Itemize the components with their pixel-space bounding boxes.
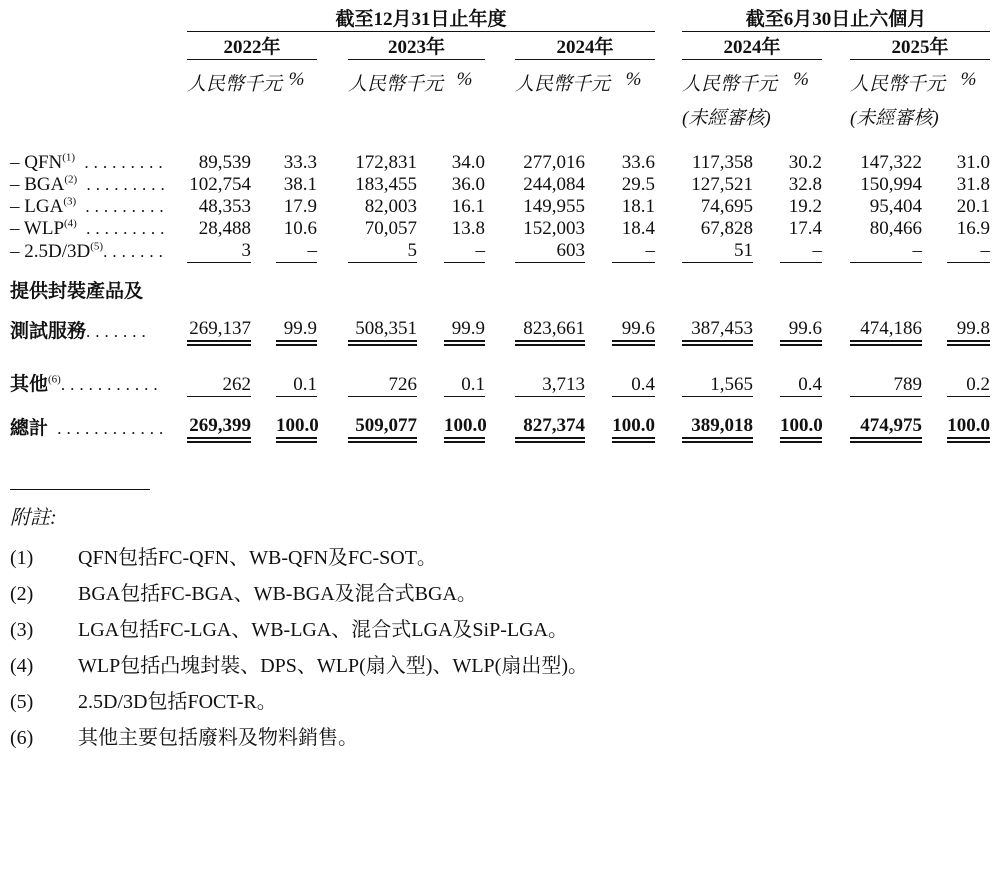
value-cell: 36.0 [451, 174, 485, 195]
table-row [10, 263, 990, 304]
value-cell: 48,353 [198, 196, 251, 217]
footnote-marker: (2) [64, 173, 78, 186]
value-cell: 29.5 [621, 174, 655, 195]
gap-cell [922, 174, 947, 196]
footnotes-section [10, 489, 1000, 750]
gap-cell [485, 218, 515, 240]
gap-cell [485, 303, 515, 343]
value-cell: 0.4 [612, 343, 655, 396]
unit-header [515, 60, 611, 131]
value-cell: 172,831 [355, 152, 417, 173]
footnote-text: 其他主要包括廢料及物料銷售。 [78, 727, 358, 749]
leader-dots: ....... [103, 241, 168, 261]
row-label-text: – BGA [10, 174, 65, 195]
value-cell: 150,994 [860, 174, 922, 195]
value-cell: 32.8 [788, 174, 822, 195]
revenue-breakdown-table [10, 4, 990, 443]
table-row [10, 343, 990, 396]
gap-cell [753, 174, 780, 196]
value-cell: 152,003 [523, 218, 585, 239]
row-label-text: – 2.5D/3D [10, 240, 91, 262]
value-cell: 18.1 [621, 196, 655, 217]
corner-cell [10, 4, 187, 32]
row-label-text: – LGA [10, 196, 64, 217]
leader-dots: ......... [75, 153, 168, 172]
gap-cell [251, 174, 276, 196]
value-cell: 474,975 [850, 396, 922, 440]
year-header: 2024年 [515, 32, 655, 60]
value-cell: 244,084 [523, 174, 585, 195]
leader-dots: ......... [76, 219, 170, 238]
row-label-text: 總計 [10, 418, 49, 439]
year-header-row [10, 32, 990, 60]
value-cell: 34.0 [451, 152, 485, 173]
value-cell: 147,322 [860, 152, 922, 173]
gap-cell [485, 343, 515, 396]
gap-cell [585, 174, 612, 196]
footnote-item [10, 619, 1000, 642]
gap-cell [753, 218, 780, 240]
gap-cell [655, 303, 682, 343]
value-cell: 13.8 [451, 218, 485, 239]
row-label [10, 240, 187, 263]
row-label [10, 174, 187, 196]
value-cell: 99.8 [947, 303, 990, 343]
value-cell: 30.2 [788, 152, 822, 173]
footnote-number: (2) [10, 583, 34, 605]
gap-cell [655, 32, 682, 60]
value-cell: 277,016 [523, 152, 585, 173]
gap-cell [753, 396, 780, 440]
gap-cell [317, 174, 348, 196]
value-cell: 33.6 [621, 152, 655, 173]
row-label-text: 提供封裝產品及 [10, 281, 144, 302]
value-cell: 509,077 [348, 396, 417, 440]
footnote-marker: (1) [62, 151, 76, 164]
gap-cell [585, 343, 612, 396]
footnote-text: WLP包括凸塊封裝、DPS、WLP(扇入型)、WLP(扇出型)。 [78, 655, 588, 677]
unit-label: 人民幣千元 [682, 74, 778, 95]
value-cell: 99.6 [780, 303, 822, 343]
value-cell: 95,404 [869, 196, 922, 217]
value-cell: 269,137 [187, 303, 251, 343]
table-row [10, 218, 990, 240]
gap-cell [922, 396, 947, 440]
gap-cell [485, 174, 515, 196]
gap-cell [922, 240, 947, 263]
gap-cell [417, 396, 444, 440]
table-row [10, 130, 990, 174]
table-row [10, 174, 990, 196]
gap-cell [655, 196, 682, 218]
value-cell: 0.4 [780, 343, 822, 396]
gap-cell [585, 196, 612, 218]
gap-cell [922, 196, 947, 218]
value-cell: 80,466 [869, 218, 922, 239]
value-cell: 508,351 [348, 303, 417, 343]
footnotes-divider [10, 489, 150, 490]
gap-cell [485, 240, 515, 263]
unit-label: 人民幣千元 [515, 74, 611, 95]
gap-cell [251, 196, 276, 218]
gap-cell [417, 196, 444, 218]
value-cell: 28,488 [198, 218, 251, 239]
value-cell: 0.1 [444, 343, 485, 396]
unit-label: 人民幣千元 [850, 74, 946, 95]
gap-cell [753, 130, 780, 174]
gap-cell [317, 303, 348, 343]
gap-cell [485, 130, 515, 174]
unit-header-row [10, 60, 990, 131]
gap-cell [485, 32, 515, 60]
gap-cell [655, 218, 682, 240]
gap-cell [485, 396, 515, 440]
gap-cell [655, 343, 682, 396]
value-cell: 17.4 [788, 218, 822, 239]
gap-cell [317, 130, 348, 174]
gap-cell [655, 396, 682, 440]
value-cell: 16.9 [956, 218, 991, 239]
gap-cell [922, 218, 947, 240]
period-header-annual: 截至12月31日止年度 [187, 4, 655, 32]
unaudited-label: (未經審核) [682, 108, 771, 129]
percent-header: % [960, 69, 977, 90]
footnote-marker: (6) [48, 373, 61, 386]
year-header: 2023年 [348, 32, 485, 60]
gap-cell [753, 343, 780, 396]
table-row [10, 303, 990, 343]
footnote-number: (4) [10, 655, 34, 677]
gap-cell [417, 343, 444, 396]
footnote-marker: (5) [90, 240, 104, 253]
gap-cell [922, 303, 947, 343]
row-label [10, 218, 187, 240]
gap-cell [251, 240, 276, 263]
value-cell: 31.8 [956, 174, 991, 195]
row-label [10, 343, 187, 396]
value-cell: 726 [348, 343, 417, 396]
gap-cell [251, 343, 276, 396]
value-cell: 100.0 [780, 396, 822, 440]
value-cell: 823,661 [515, 303, 585, 343]
footnote-item [10, 727, 1000, 750]
unit-header [348, 60, 444, 131]
gap-cell [251, 396, 276, 440]
gap-cell [317, 240, 348, 263]
gap-cell [485, 196, 515, 218]
unit-header [850, 60, 946, 131]
value-cell: 100.0 [444, 396, 485, 440]
value-cell: – [276, 240, 317, 263]
value-cell: – [444, 240, 485, 263]
value-cell: 127,521 [691, 174, 753, 195]
value-cell: 149,955 [523, 196, 585, 217]
gap-cell [317, 60, 348, 131]
gap-cell [822, 196, 850, 218]
gap-cell [822, 32, 850, 60]
leader-dots: ........... [60, 375, 163, 394]
value-cell: 33.3 [283, 152, 317, 173]
gap-cell [822, 174, 850, 196]
footnotes-title: 附註: [10, 507, 57, 529]
footnote-number: (5) [10, 691, 34, 713]
value-cell: 17.9 [283, 196, 317, 217]
value-cell: 100.0 [276, 396, 317, 440]
value-cell: 102,754 [189, 174, 251, 195]
value-cell: 20.1 [956, 196, 991, 217]
gap-cell [417, 130, 444, 174]
row-label-text: – WLP [10, 218, 65, 239]
gap-cell [251, 218, 276, 240]
gap-cell [822, 240, 850, 263]
gap-cell [822, 218, 850, 240]
value-cell: 0.2 [947, 343, 990, 396]
footnote-number: (6) [10, 727, 34, 749]
corner-cell [10, 60, 187, 131]
row-label [10, 130, 187, 174]
gap-cell [317, 32, 348, 60]
gap-cell [417, 174, 444, 196]
value-cell: 99.9 [276, 303, 317, 343]
unit-header [187, 60, 283, 131]
value-cell: 3,713 [515, 343, 585, 396]
gap-cell [822, 303, 850, 343]
gap-cell [655, 60, 682, 131]
gap-cell [585, 303, 612, 343]
percent-header: % [625, 69, 642, 90]
leader-dots: ......... [76, 197, 169, 216]
value-cell: 18.4 [621, 218, 655, 239]
year-header: 2024年 [682, 32, 822, 60]
row-label [10, 396, 187, 440]
gap-cell [317, 396, 348, 440]
value-cell: 387,453 [682, 303, 753, 343]
unit-label: 人民幣千元 [348, 74, 444, 95]
unit-header [682, 60, 778, 131]
value-cell: 16.1 [451, 196, 485, 217]
gap-cell [822, 130, 850, 174]
period-header-interim: 截至6月30日止六個月 [682, 4, 990, 32]
value-cell: 5 [348, 240, 417, 263]
value-cell: 51 [682, 240, 753, 263]
value-cell: 100.0 [947, 396, 990, 440]
value-cell: 74,695 [700, 196, 753, 217]
value-cell: 99.6 [612, 303, 655, 343]
footnote-item [10, 547, 1000, 570]
footnote-item [10, 583, 1000, 606]
year-header: 2025年 [850, 32, 990, 60]
gap-cell [585, 218, 612, 240]
footnotes-list [10, 547, 1000, 750]
unaudited-label: (未經審核) [850, 108, 939, 129]
footnote-text: QFN包括FC-QFN、WB-QFN及FC-SOT。 [78, 547, 437, 569]
row-label [10, 303, 187, 343]
value-cell: – [850, 240, 922, 263]
value-cell: 603 [515, 240, 585, 263]
gap-cell [417, 240, 444, 263]
percent-header: % [793, 69, 809, 90]
footnote-item [10, 691, 1000, 714]
gap-cell [753, 240, 780, 263]
value-cell: 262 [187, 343, 251, 396]
gap-cell [251, 303, 276, 343]
value-cell: 82,003 [364, 196, 417, 217]
value-cell: 269,399 [187, 396, 251, 440]
gap-cell [585, 240, 612, 263]
footnote-number: (3) [10, 619, 34, 641]
table-row [10, 240, 990, 263]
value-cell: – [947, 240, 990, 263]
leader-dots: ......... [77, 175, 170, 194]
footnote-marker: (3) [63, 195, 77, 208]
row-label-text: – QFN [10, 152, 63, 173]
gap-cell [251, 130, 276, 174]
gap-cell [753, 196, 780, 218]
value-cell: 789 [850, 343, 922, 396]
leader-dots: ............ [48, 419, 169, 438]
row-label [10, 263, 990, 304]
footnote-marker: (4) [64, 217, 77, 230]
gap-cell [922, 343, 947, 396]
value-cell: 3 [187, 240, 251, 263]
table-row [10, 396, 990, 440]
gap-cell [753, 303, 780, 343]
leader-dots: ....... [86, 322, 151, 341]
percent-header: % [288, 69, 305, 90]
gap-cell [822, 343, 850, 396]
year-header: 2022年 [187, 32, 317, 60]
gap-cell [485, 60, 515, 131]
footnote-text: 2.5D/3D包括FOCT-R。 [78, 691, 277, 713]
value-cell: 183,455 [355, 174, 417, 195]
gap-cell [655, 174, 682, 196]
value-cell: 474,186 [850, 303, 922, 343]
gap-cell [922, 130, 947, 174]
corner-cell [10, 32, 187, 60]
row-label-text: 測試服務 [10, 321, 87, 342]
footnote-number: (1) [10, 547, 34, 569]
gap-cell [822, 60, 850, 131]
gap-cell [655, 240, 682, 263]
footnote-text: BGA包括FC-BGA、WB-BGA及混合式BGA。 [78, 583, 477, 605]
value-cell: 100.0 [612, 396, 655, 440]
value-cell: 0.1 [276, 343, 317, 396]
gap-cell [585, 396, 612, 440]
percent-header: % [456, 69, 473, 90]
value-cell: 89,539 [198, 152, 251, 173]
value-cell: – [612, 240, 655, 263]
value-cell: 19.2 [788, 196, 822, 217]
footnote-text: LGA包括FC-LGA、WB-LGA、混合式LGA及SiP-LGA。 [78, 619, 568, 641]
gap-cell [655, 4, 682, 32]
value-cell: 38.1 [283, 174, 317, 195]
gap-cell [655, 130, 682, 174]
gap-cell [317, 343, 348, 396]
table-row [10, 196, 990, 218]
value-cell: 67,828 [700, 218, 753, 239]
period-header-row [10, 4, 990, 32]
value-cell: 70,057 [364, 218, 417, 239]
gap-cell [417, 303, 444, 343]
value-cell: 31.0 [956, 152, 991, 173]
value-cell: 389,018 [682, 396, 753, 440]
gap-cell [317, 196, 348, 218]
value-cell: 1,565 [682, 343, 753, 396]
gap-cell [585, 130, 612, 174]
gap-cell [317, 218, 348, 240]
value-cell: 827,374 [515, 396, 585, 440]
value-cell: – [780, 240, 822, 263]
unit-label: 人民幣千元 [187, 74, 283, 95]
value-cell: 10.6 [283, 218, 317, 239]
row-label [10, 196, 187, 218]
gap-cell [417, 218, 444, 240]
row-label-text: 其他 [10, 374, 49, 395]
footnote-item [10, 655, 1000, 678]
value-cell: 117,358 [691, 152, 753, 173]
value-cell: 99.9 [444, 303, 485, 343]
gap-cell [822, 396, 850, 440]
